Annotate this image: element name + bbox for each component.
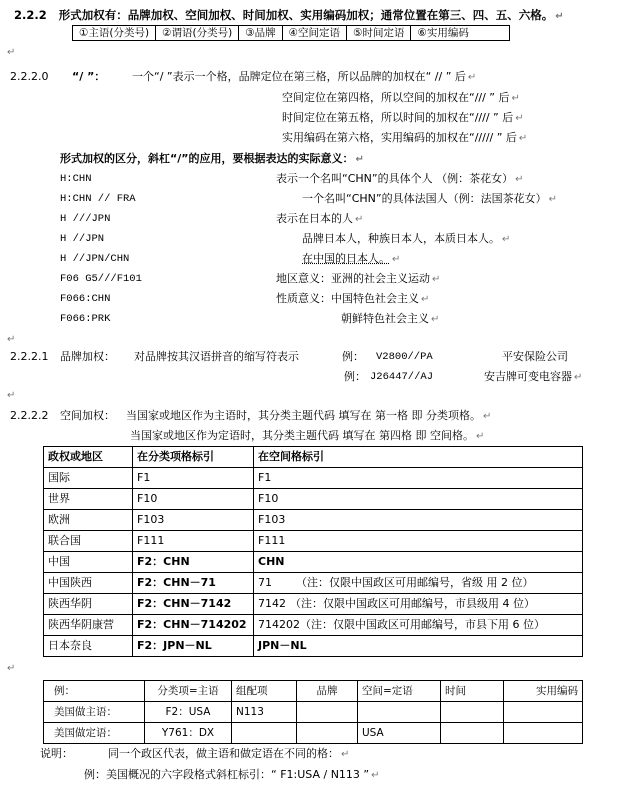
section-2221-number: 2.2.2.1 [10,350,49,363]
brand-example-code: J26447//AJ [370,371,434,383]
header-space-slot: 在空间格标引 [254,447,583,468]
example-code: H //JPN/CHN [60,253,130,265]
cell-space: F103 [254,510,583,531]
cell-class: F2：CHN－7142 [133,594,254,615]
ex-cell [441,723,504,744]
footer-text: 同一个政区代表，做主语和做定语在不同的格： ↵ [108,747,350,760]
cell-class: F2：CHN－714202 [133,615,254,636]
brand-example-name: 安吉牌可变电容器 ↵ [484,370,583,383]
brand-example-name: 平安保险公司 [502,350,568,363]
paragraph-mark: ↵ [7,390,16,401]
slot-5: ⑤时间定语 [347,26,411,41]
table-row [44,573,583,594]
header-region: 政权或地区 [44,447,133,468]
table-row [44,468,583,489]
cell-space: CHN [254,552,583,573]
example-meaning: 表示一个名叫“CHN”的具体个人 （例：茶花女） ↵ [276,172,524,185]
cell-space: F1 [254,468,583,489]
distinction-heading: 形式加权的区分，斜杠“/”的应用，要根据表达的实际意义： ↵ [60,152,364,165]
cell-class: F2：CHN－71 [133,573,254,594]
example-code: H:CHN // FRA [60,193,136,205]
table-row [44,594,583,615]
example-meaning: 在中国的日本人。 ↵ [302,252,401,265]
space-weight-line-1: 当国家或地区作为主语时，其分类主题代码 填写在 第一格 即 分类项格。 ↵ [126,409,492,422]
cell-region: 国际 [44,468,133,489]
slot-4: ④空间定语 [282,26,346,41]
example-prefix: 例： [344,370,366,383]
cell-region: 日本奈良 [44,636,133,657]
slot-3: ③品牌 [239,26,282,41]
cell-region: 中国 [44,552,133,573]
section-2220-number: 2.2.2.0 [10,70,49,83]
footer-example: 例：美国概况的六字段格式斜杠标引：“ F1:USA / N113 ” ↵ [84,768,380,781]
ex-cell [504,702,583,723]
paragraph-mark: ↵ [555,11,564,22]
cell-space: F111 [254,531,583,552]
table-row [44,702,583,723]
section-222-heading [14,8,564,24]
section-number: 2.2.2 [14,8,47,22]
ex-header-time: 时间 [441,681,504,702]
cell-space: JPN－NL [254,636,583,657]
footer-label: 说明： [40,747,73,760]
slash-line-4: 实用编码在第六格，实用编码的加权在“///// ” 后 ↵ [282,131,528,144]
example-code: F066:PRK [60,313,111,325]
slash-symbol: “/ ”： [72,70,106,83]
cell-region: 欧洲 [44,510,133,531]
table-row [44,489,583,510]
cell-region: 联合国 [44,531,133,552]
example-meaning: 品牌日本人，种族日本人，本质日本人。 ↵ [302,232,511,245]
paragraph-mark: ↵ [7,334,16,345]
example-code: F06 G5///F101 [60,273,142,285]
cell-space: F10 [254,489,583,510]
cell-class: F111 [133,531,254,552]
slash-line-1: 一个“/ ”表示一个格，品牌定位在第三格，所以品牌的加权在“ // ” 后 ↵ [132,70,477,83]
paragraph-mark: ↵ [7,47,16,58]
ex-header-combo: 组配项 [232,681,297,702]
brand-weight-label: 品牌加权： [60,350,115,363]
example-meaning: 一个名叫“CHN”的具体法国人（例：法国茶花女） ↵ [302,192,557,205]
example-meaning: 朝鲜特色社会主义 ↵ [341,312,440,325]
ex-cell [232,723,297,744]
example-prefix: 例： [342,350,364,363]
slot-table [72,25,510,41]
ex-cell: USA [358,723,441,744]
header-class-slot: 在分类项格标引 [133,447,254,468]
space-weight-line-2: 当国家或地区作为定语时，其分类主题代码 填写在 第四格 即 空间格。 ↵ [130,429,485,442]
region-table [43,446,583,657]
cell-space: 714202（注：仅限中国政区可用邮编号，市县下用 6 位） [254,615,583,636]
example-meaning: 性质意义：中国特色社会主义 ↵ [276,292,430,305]
section-2222-number: 2.2.2.2 [10,409,49,422]
ex-cell [441,702,504,723]
slot-1: ①主语(分类号) [73,26,156,41]
brand-example-code: V2800//PA [376,351,433,363]
example-code: F066:CHN [60,293,111,305]
cell-class: F1 [133,468,254,489]
table-row [44,723,583,744]
ex-cell: F2：USA [145,702,232,723]
slash-line-3: 时间定位在第五格，所以时间的加权在“//// ” 后 ↵ [282,111,524,124]
ex-cell [297,702,358,723]
cell-region: 陕西华阴康营 [44,615,133,636]
cell-space: 7142 （注：仅限中国政区可用邮编号，市县级用 4 位） [254,594,583,615]
ex-cell: 美国做定语： [44,723,145,744]
section-title: 形式加权有：品牌加权、空间加权、时间加权、实用编码加权；通常位置在第三、四、五、六格。 [58,8,554,22]
cell-region: 陕西华阴 [44,594,133,615]
ex-cell [297,723,358,744]
table-row [44,636,583,657]
slash-line-2: 空间定位在第四格，所以空间的加权在“/// ” 后 ↵ [282,91,520,104]
cell-class: F103 [133,510,254,531]
ex-cell [504,723,583,744]
cell-class: F2：JPN－NL [133,636,254,657]
table-row [44,615,583,636]
ex-cell: Y761：DX [145,723,232,744]
ex-cell: N113 [232,702,297,723]
example-code: H ///JPN [60,213,111,225]
example-meaning: 表示在日本的人 ↵ [276,212,364,225]
ex-cell: 美国做主语： [44,702,145,723]
space-weight-label: 空间加权： [60,409,115,422]
example-meaning: 地区意义：亚洲的社会主义运动 ↵ [276,272,441,285]
ex-cell [358,702,441,723]
table-row [44,510,583,531]
slot-6: ⑥实用编码 [411,26,509,41]
ex-header-class: 分类项=主语 [145,681,232,702]
table-row [44,552,583,573]
ex-header-example: 例： [44,681,145,702]
example-table [43,680,583,744]
cell-class: F10 [133,489,254,510]
example-code: H:CHN [60,173,92,185]
example-code: H //JPN [60,233,105,245]
ex-header-space: 空间=定语 [358,681,441,702]
paragraph-mark: ↵ [7,663,16,674]
slot-2: ②谓语(分类号) [156,26,239,41]
cell-region: 中国陕西 [44,573,133,594]
brand-weight-text: 对品牌按其汉语拼音的缩写符表示 [134,350,299,363]
ex-header-code: 实用编码 [504,681,583,702]
cell-region: 世界 [44,489,133,510]
cell-space: 71 （注：仅限中国政区可用邮编号，省级 用 2 位） [254,573,583,594]
cell-class: F2：CHN [133,552,254,573]
table-row [44,531,583,552]
ex-header-brand: 品牌 [297,681,358,702]
